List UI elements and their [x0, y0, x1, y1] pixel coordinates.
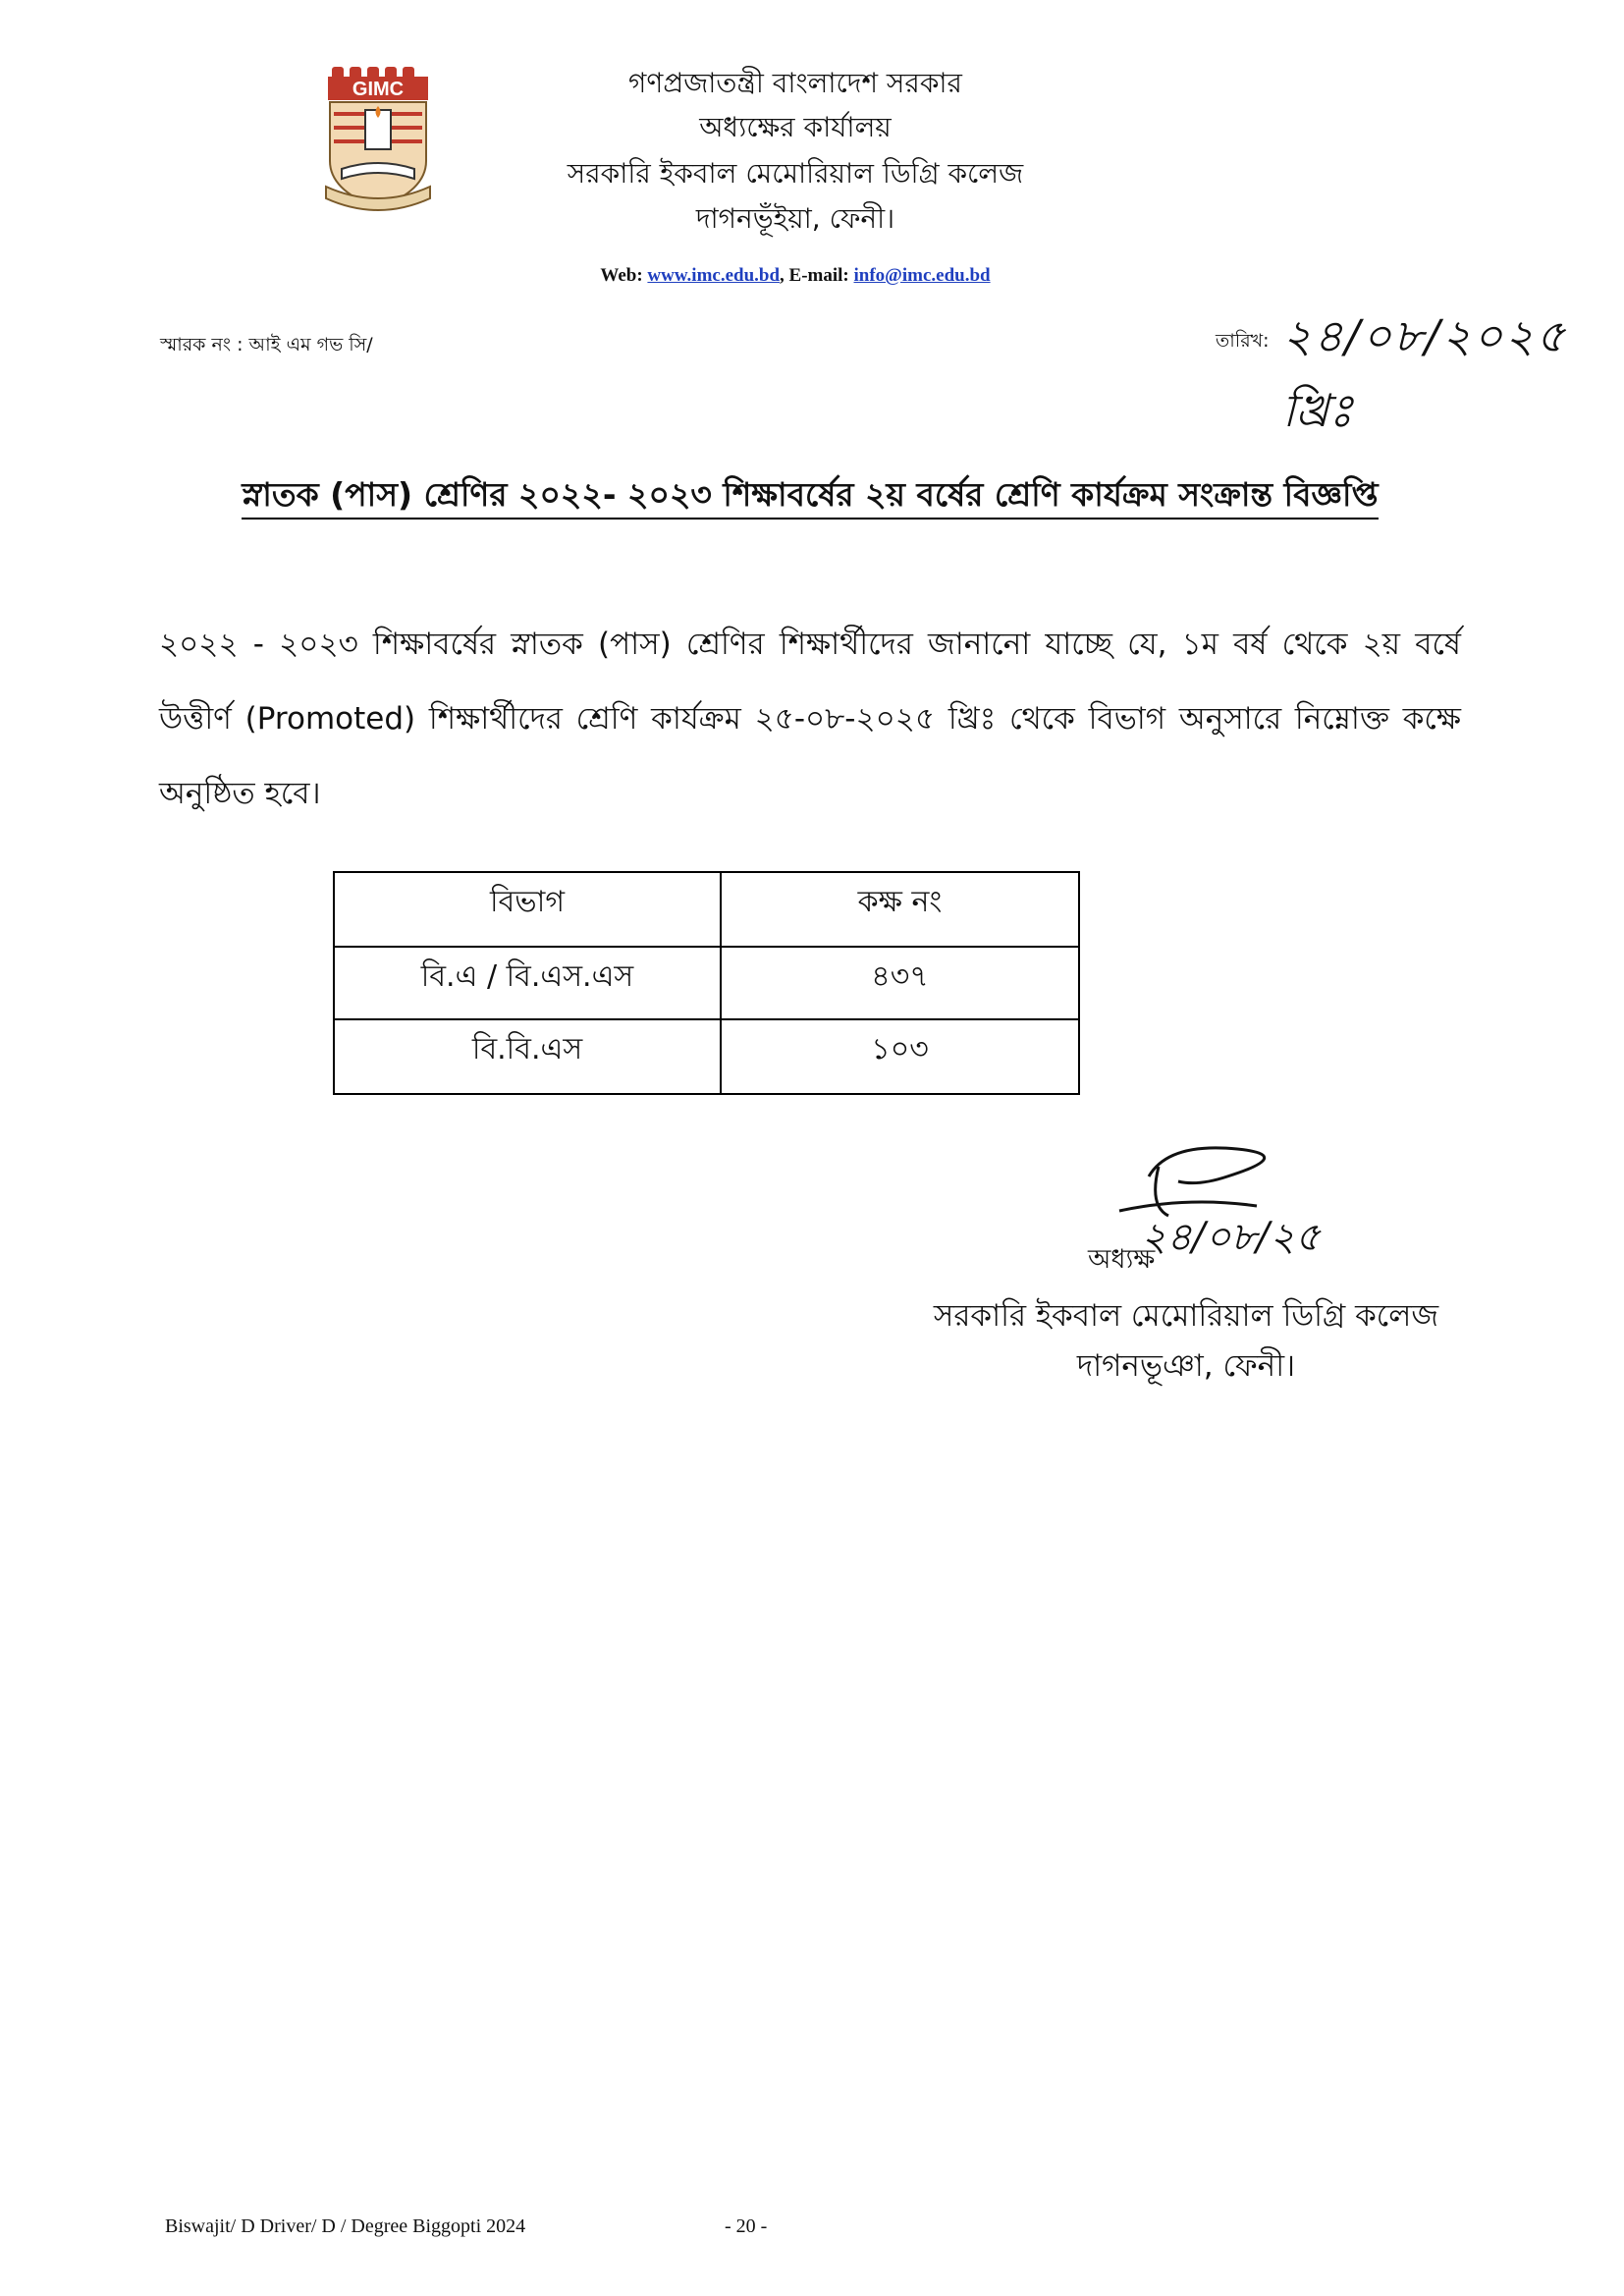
signatory-college: সরকারি ইকবাল মেমোরিয়াল ডিগ্রি কলেজ [933, 1298, 1439, 1334]
table-header-department: বিভাগ [490, 885, 565, 919]
table-cell-department: বি.এ / বি.এস.এস [420, 959, 634, 994]
table-cell-room: ৪৩৭ [871, 959, 929, 994]
header-college-name: সরকারি ইকবাল মেমোরিয়াল ডিগ্রি কলেজ [567, 157, 1024, 190]
room-table [333, 871, 1080, 1095]
web-label: Web: [600, 265, 648, 286]
signatory-title: অধ্যক্ষ [1088, 1244, 1156, 1275]
date-label: তারিখ: [1216, 330, 1270, 352]
website-link[interactable]: www.imc.edu.bd [647, 265, 781, 286]
header-government: গণপ্রজাতন্ত্রী বাংলাদেশ সরকার [628, 67, 962, 99]
memo-number: স্মারক নং : আই এম গভ সি/ [160, 334, 373, 355]
notice-title [157, 469, 1463, 524]
table-cell-department: বি.বি.এস [471, 1032, 583, 1066]
date-value: ২৪/০৮/২০২৫ খ্রিঃ [1282, 309, 1568, 437]
signature-date: ২৪/০৮/২৫ [1141, 1215, 1321, 1260]
email-label: , E-mail: [780, 265, 854, 286]
svg-text:GIMC: GIMC [352, 79, 405, 100]
header-location: দাগনভূঁইয়া, ফেনী। [695, 202, 895, 235]
notice-body: ২০২২ - ২০২৩ শিক্ষাবর্ষের স্নাতক (পাস) শ্রেণির শিক্ষার্থীদের জানানো যাচ্ছে যে, ১ম বর্ষ থেকে ২য় বর্ষে উত্তীর্ণ (Promoted) শিক্ষার্থীদের শ্রেণি কার্যক্রম ২৫-০৮-২০২৫ খ্রিঃ থেকে বিভাগ অনুসারে নিম্নোক্ত কক্ষে অনুষ্ঠিত হবে। [159, 627, 1461, 811]
notice-title-text: স্নাতক (পাস) শ্রেণির ২০২২- ২০২৩ শিক্ষাবর্ষের ২য় বর্ষের শ্রেণি কার্যক্রম সংক্রান্ত বিজ্ঞপ্তি [242, 475, 1378, 519]
email-link[interactable]: info@imc.edu.bd [853, 265, 991, 286]
signatory-place: দাগনভূঞা, ফেনী। [1076, 1348, 1296, 1384]
page-number: - 20 - [725, 2215, 768, 2237]
table-header-room: কক্ষ নং [857, 885, 943, 919]
contact-line [393, 265, 1198, 287]
header-office: অধ্যক্ষের কার্যালয় [699, 111, 892, 143]
footer-file-reference: Biswajit/ D Driver/ D / Degree Biggopti 2024 [165, 2215, 526, 2237]
table-cell-room: ১০৩ [871, 1032, 929, 1066]
